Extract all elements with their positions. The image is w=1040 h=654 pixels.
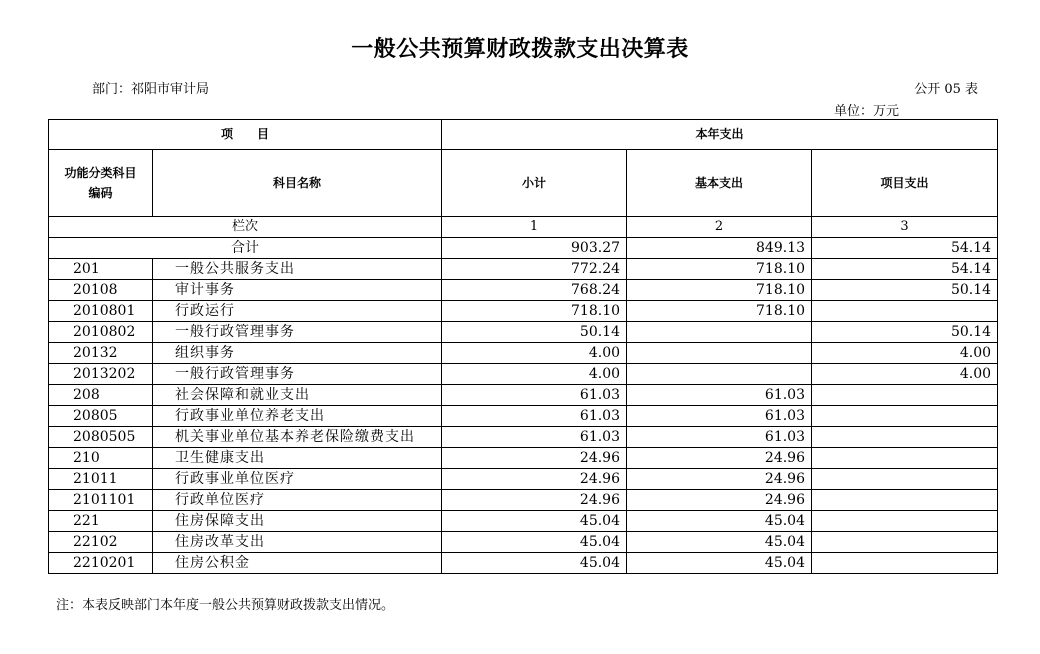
row-project: 4.00 (812, 343, 998, 364)
row-basic: 61.03 (627, 385, 812, 406)
row-project (812, 532, 998, 553)
row-subtotal: 772.24 (442, 259, 627, 280)
table-row (49, 343, 998, 364)
column-index-1: 1 (442, 217, 627, 238)
row-name: 一般行政管理事务 (153, 322, 442, 343)
row-name: 一般公共服务支出 (153, 259, 442, 280)
footnote: 注：本表反映部门本年度一般公共预算财政拨款支出情况。 (56, 598, 395, 613)
table-row (49, 427, 998, 448)
form-number: 公开 05 表 (914, 82, 978, 97)
row-code: 221 (49, 511, 153, 532)
row-name: 一般行政管理事务 (153, 364, 442, 385)
row-project (812, 406, 998, 427)
row-basic: 61.03 (627, 406, 812, 427)
header-code: 功能分类科目编码 (49, 150, 153, 217)
table-row (49, 364, 998, 385)
row-code: 2080505 (49, 427, 153, 448)
row-project: 50.14 (812, 280, 998, 301)
row-name: 行政事业单位养老支出 (153, 406, 442, 427)
row-basic (627, 364, 812, 385)
row-code: 20108 (49, 280, 153, 301)
header-name: 科目名称 (153, 150, 442, 217)
header-item: 项 目 (49, 120, 442, 150)
row-code: 2010802 (49, 322, 153, 343)
row-subtotal: 45.04 (442, 553, 627, 574)
table-row (49, 406, 998, 427)
table-row (49, 259, 998, 280)
table-row (49, 448, 998, 469)
row-code: 2010801 (49, 301, 153, 322)
row-project (812, 511, 998, 532)
row-project (812, 490, 998, 511)
row-name: 机关事业单位基本养老保险缴费支出 (153, 427, 442, 448)
row-subtotal: 50.14 (442, 322, 627, 343)
row-name: 行政事业单位医疗 (153, 469, 442, 490)
header-this-year: 本年支出 (442, 120, 998, 150)
row-subtotal: 45.04 (442, 511, 627, 532)
row-code: 2101101 (49, 490, 153, 511)
row-name: 组织事务 (153, 343, 442, 364)
row-basic: 61.03 (627, 427, 812, 448)
row-subtotal: 768.24 (442, 280, 627, 301)
header-subtotal: 小计 (442, 150, 627, 217)
total-subtotal: 903.27 (442, 238, 627, 259)
row-name: 住房改革支出 (153, 532, 442, 553)
column-index-3: 3 (812, 217, 998, 238)
table-row (49, 280, 998, 301)
table-row (49, 532, 998, 553)
row-code: 208 (49, 385, 153, 406)
row-basic (627, 322, 812, 343)
row-project (812, 385, 998, 406)
row-code: 20132 (49, 343, 153, 364)
row-code: 201 (49, 259, 153, 280)
row-code: 20805 (49, 406, 153, 427)
row-name: 审计事务 (153, 280, 442, 301)
row-name: 卫生健康支出 (153, 448, 442, 469)
table-row (49, 553, 998, 574)
row-project (812, 301, 998, 322)
row-subtotal: 61.03 (442, 385, 627, 406)
row-subtotal: 24.96 (442, 469, 627, 490)
row-subtotal: 4.00 (442, 343, 627, 364)
table-row (49, 469, 998, 490)
row-code: 22102 (49, 532, 153, 553)
row-code: 21011 (49, 469, 153, 490)
row-subtotal: 24.96 (442, 490, 627, 511)
row-subtotal: 45.04 (442, 532, 627, 553)
row-project: 50.14 (812, 322, 998, 343)
header-row-1 (49, 120, 998, 150)
table-row (49, 511, 998, 532)
table-row (49, 490, 998, 511)
row-subtotal: 24.96 (442, 448, 627, 469)
header-row-2 (49, 150, 998, 217)
unit-label: 单位：万元 (834, 104, 900, 119)
row-basic: 718.10 (627, 280, 812, 301)
table-row (49, 322, 998, 343)
row-basic: 24.96 (627, 469, 812, 490)
row-name: 住房公积金 (153, 553, 442, 574)
total-label: 合计 (49, 238, 442, 259)
row-basic: 24.96 (627, 448, 812, 469)
row-basic: 24.96 (627, 490, 812, 511)
row-code: 2013202 (49, 364, 153, 385)
row-name: 行政运行 (153, 301, 442, 322)
row-subtotal: 61.03 (442, 427, 627, 448)
row-project: 4.00 (812, 364, 998, 385)
row-code: 2210201 (49, 553, 153, 574)
row-subtotal: 718.10 (442, 301, 627, 322)
column-index-2: 2 (627, 217, 812, 238)
header-basic: 基本支出 (627, 150, 812, 217)
row-basic (627, 343, 812, 364)
row-basic: 45.04 (627, 511, 812, 532)
column-index-row (49, 217, 998, 238)
row-name: 社会保障和就业支出 (153, 385, 442, 406)
budget-table (48, 119, 998, 574)
row-basic: 718.10 (627, 259, 812, 280)
row-project (812, 448, 998, 469)
row-project (812, 553, 998, 574)
header-project: 项目支出 (812, 150, 998, 217)
row-subtotal: 61.03 (442, 406, 627, 427)
page-title: 一般公共预算财政拨款支出决算表 (351, 37, 689, 62)
row-name: 住房保障支出 (153, 511, 442, 532)
total-basic: 849.13 (627, 238, 812, 259)
row-subtotal: 4.00 (442, 364, 627, 385)
row-project (812, 469, 998, 490)
table-row (49, 301, 998, 322)
row-name: 行政单位医疗 (153, 490, 442, 511)
row-basic: 45.04 (627, 553, 812, 574)
table-row (49, 385, 998, 406)
row-basic: 45.04 (627, 532, 812, 553)
row-project: 54.14 (812, 259, 998, 280)
row-project (812, 427, 998, 448)
total-project: 54.14 (812, 238, 998, 259)
row-code: 210 (49, 448, 153, 469)
row-basic: 718.10 (627, 301, 812, 322)
column-index-label: 栏次 (49, 217, 442, 238)
department-label: 部门：祁阳市审计局 (92, 82, 210, 97)
total-row (49, 238, 998, 259)
